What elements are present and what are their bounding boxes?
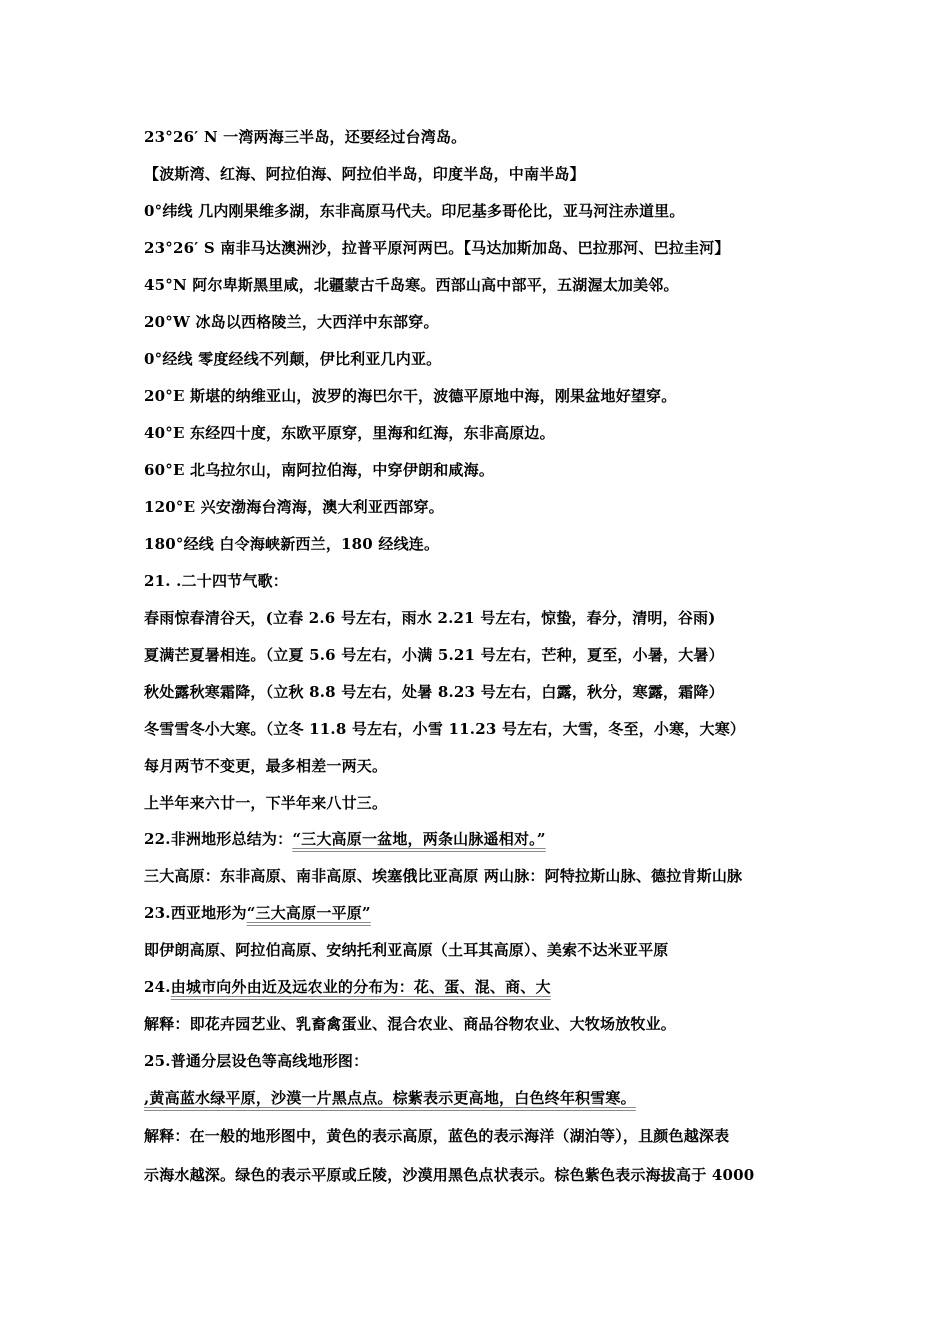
item-24-heading	[144, 977, 551, 997]
item-24-detail: 解释：即花卉园艺业、乳畜禽蛋业、混合农业、商品谷物农业、大牧场放牧业。	[144, 1015, 677, 1033]
text-line: 120°E 兴安渤海台湾海，澳大利亚西部穿。	[144, 498, 444, 516]
item-25-underlined-line	[144, 1088, 636, 1108]
item-23-prefix: 23.西亚地形为	[144, 904, 247, 922]
item-25-detail-line-1: 解释：在一般的地形图中，黄色的表示高原，蓝色的表示海洋（湖泊等），且颜色越深表	[144, 1127, 730, 1145]
section-heading: 21. .二十四节气歌：	[144, 572, 288, 590]
text-line: 45°N 阿尔卑斯黑里咸，北疆蒙古千岛寒。西部山高中部平，五湖渥太加美邻。	[144, 276, 679, 294]
item-24-prefix: 24.	[144, 978, 171, 996]
text-line: 20°E 斯堪的纳维亚山，波罗的海巴尔干，波德平原地中海，刚果盆地好望穿。	[144, 387, 677, 405]
text-line: 20°W 冰岛以西格陵兰，大西洋中东部穿。	[144, 313, 439, 331]
item-23-underlined: “三大高原一平原”	[246, 904, 371, 922]
item-23-heading	[144, 903, 371, 923]
text-line: 春雨惊春清谷天，(立春 2.6 号左右，雨水 2.21 号左右，惊蛰，春分，清明，谷雨)	[144, 609, 716, 627]
text-line: 23°26′ S 南非马达澳洲沙，拉普平原河两巴。【马达加斯加岛、巴拉那河、巴拉圭河】	[144, 239, 730, 257]
item-22-heading	[144, 829, 546, 849]
text-line: 40°E 东经四十度，东欧平原穿，里海和红海，东非高原边。	[144, 424, 555, 442]
text-line: 上半年来六廿一，下半年来八廿三。	[144, 794, 388, 812]
text-line: 【波斯湾、红海、阿拉伯海、阿拉伯半岛，印度半岛，中南半岛】	[144, 165, 585, 183]
text-line: 每月两节不变更，最多相差一两天。	[144, 757, 388, 775]
text-line: 60°E 北乌拉尔山，南阿拉伯海，中穿伊朗和咸海。	[144, 461, 495, 479]
text-line: 冬雪雪冬小大寒。（立冬 11.8 号左右，小雪 11.23 号左右，大雪，冬至，小寒，大寒）	[144, 720, 746, 738]
item-25-underlined: ,黄高蓝水绿平原，沙漠一片黑点点。棕紫表示更高地，白色终年积雪寒。	[144, 1089, 636, 1107]
item-22-prefix: 22.非洲地形总结为：	[144, 830, 293, 848]
text-line: 180°经线 白令海峡新西兰，180 经线连。	[144, 535, 440, 553]
item-25-heading: 25.普通分层设色等高线地形图：	[144, 1052, 369, 1070]
text-line: 0°经线 零度经线不列颠，伊比利亚几内亚。	[144, 350, 442, 368]
item-23-detail: 即伊朗高原、阿拉伯高原、安纳托利亚高原（土耳其高原）、美索不达米亚平原	[144, 941, 669, 959]
item-22-underlined: “三大高原一盆地，两条山脉遥相对。”	[292, 830, 546, 848]
item-24-underlined: 由城市向外由近及远农业的分布为：花、蛋、混、商、大	[170, 978, 551, 996]
item-22-detail: 三大高原：东非高原、南非高原、埃塞俄比亚高原 两山脉：阿特拉斯山脉、德拉肯斯山脉	[144, 867, 743, 885]
item-25-detail-line-2: 示海水越深。绿色的表示平原或丘陵，沙漠用黑色点状表示。棕色紫色表示海拔高于 4000	[144, 1166, 755, 1184]
text-line: 23°26′ N 一湾两海三半岛，还要经过台湾岛。	[144, 128, 467, 146]
text-line: 夏满芒夏暑相连。（立夏 5.6 号左右，小满 5.21 号左右，芒种，夏至，小暑，大暑）	[144, 646, 724, 664]
text-line: 0°纬线 几内刚果维多湖，东非高原马代夫。印尼基多哥伦比，亚马河注赤道里。	[144, 202, 685, 220]
text-line: 秋处露秋寒霜降，（立秋 8.8 号左右，处暑 8.23 号左右，白露，秋分，寒露，霜降）	[144, 683, 724, 701]
